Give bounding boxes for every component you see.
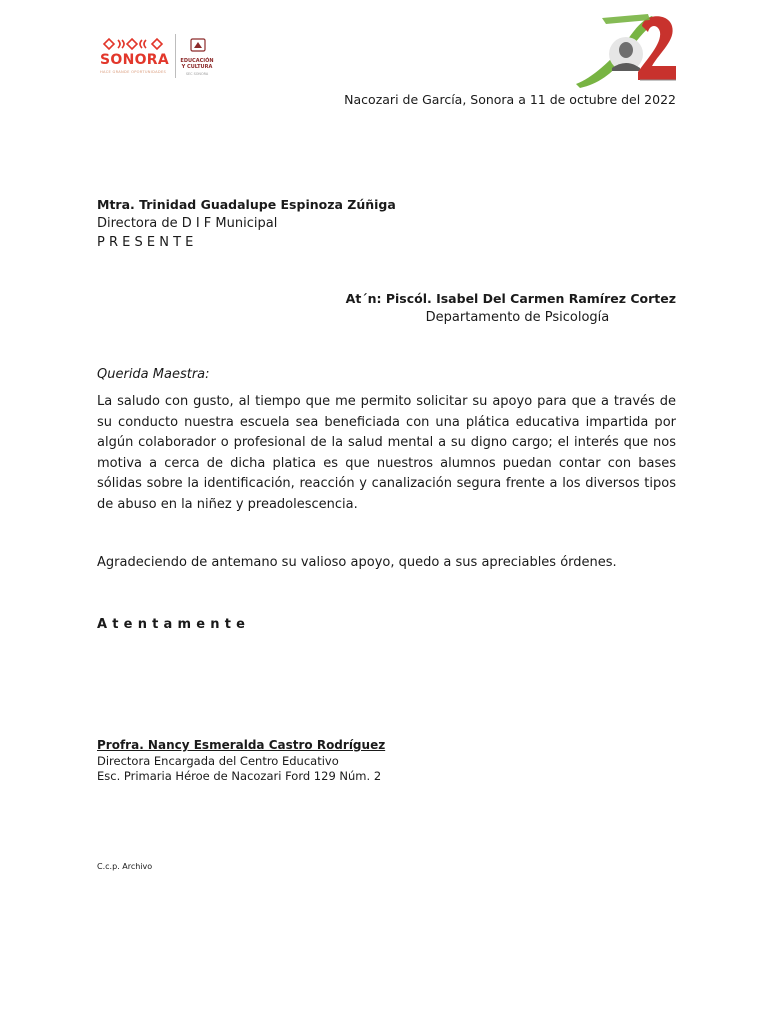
sonora-pattern-icon — [102, 36, 164, 52]
sec-line-1: EDUCACIÓN — [180, 58, 214, 64]
attention-block — [346, 289, 676, 327]
ccp-line: C.c.p. Archivo — [97, 862, 153, 871]
sonora-tagline: HACE GRANDE OPORTUNIDADES — [100, 70, 167, 74]
recipient-presente: P R E S E N T E — [97, 235, 194, 250]
closing: Atentamente — [97, 617, 251, 632]
sec-line-2: Y CULTURA — [181, 64, 213, 70]
sec-emblem-icon — [189, 36, 207, 54]
logo-divider — [175, 34, 176, 78]
recipient-title: Directora de D I F Municipal — [97, 216, 278, 231]
school-logo-icon — [572, 8, 682, 90]
sec-sub-label: SEC SONORA — [185, 72, 209, 76]
salutation: Querida Maestra: — [97, 367, 210, 382]
attention-department: Departamento de Psicología — [425, 310, 610, 325]
recipient-block — [97, 195, 396, 252]
signer-school: Esc. Primaria Héroe de Nacozari Ford 129 Núm. 2 — [97, 769, 382, 783]
sonora-wordmark: SONORA — [100, 52, 170, 68]
body-paragraph: La saludo con gusto, al tiempo que me permito solicitar su apoyo para que a través de su conducto nuestra escuela sea beneficiada con una plática educativa impartida por algún colaborador o profesional de la salud mental a su digno cargo; el interés que nos motiva a cerca de dicha platica es que nuestros alumnos puedan contar con bases sólidas sobre la identificación, reacción y canalización segura frente a los diversos tipos de abuso en la niñez y preadolescencia. — [97, 394, 676, 512]
signer-block — [97, 738, 385, 785]
attention-name: At´n: Piscól. Isabel Del Carmen Ramírez Cortez — [345, 291, 676, 306]
date-line: Nacozari de García, Sonora a 11 de octubre del 2022 — [344, 92, 676, 107]
sec-label — [178, 58, 216, 70]
thanks-line: Agradeciendo de antemano su valioso apoyo, quedo a sus apreciables órdenes. — [97, 555, 617, 570]
sonora-sec-logo — [96, 32, 220, 82]
recipient-name: Mtra. Trinidad Guadalupe Espinoza Zúñiga — [97, 197, 396, 212]
signer-name: Profra. Nancy Esmeralda Castro Rodríguez — [97, 738, 386, 752]
signer-role: Directora Encargada del Centro Educativo — [97, 753, 339, 768]
